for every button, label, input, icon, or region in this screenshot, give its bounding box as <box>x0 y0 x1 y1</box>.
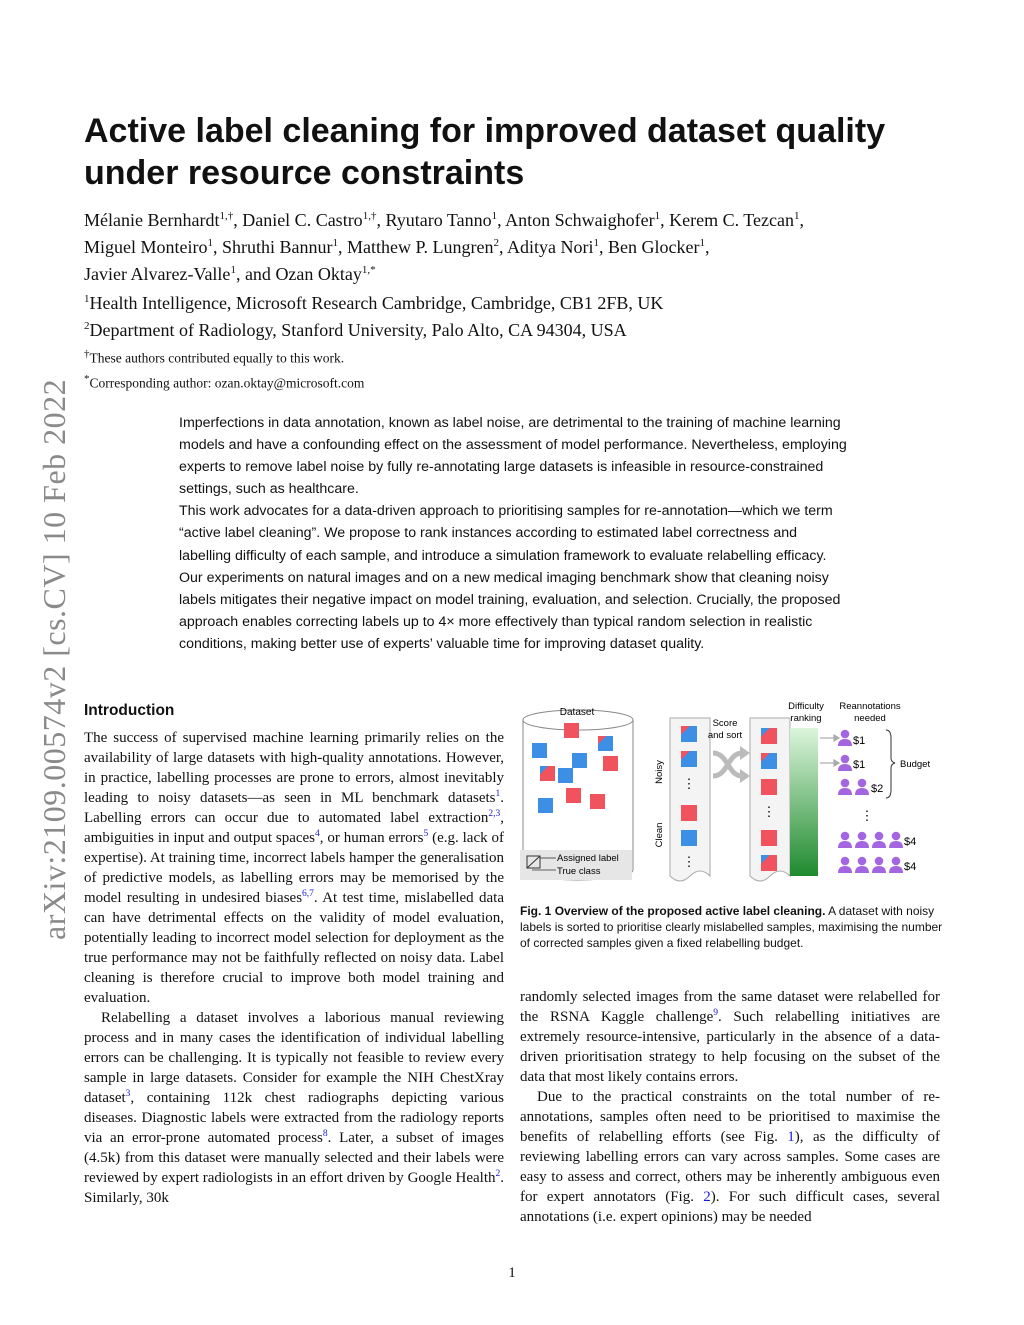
caption-text: A dataset with noisy labels is sorted to prioritise clearly mislabelled samples, maximising the number of corrected samples given a fixed relabelling budget. <box>520 904 943 950</box>
intro-paragraph-1: The success of supervised machine learning primarily relies on the availability of large datasets with high-quality annotations. However, in practice, labelling processes are prone to errors, almost inevitably leading to noisy datasets—as seen in ML benchmark datasets$^1$. Labelling errors can occur due to automated label extraction$^{2,3}$, ambiguities in input and output spaces$^4$, or human errors$^5$ (e.g. lack of expertise). At training time, incorrect labels hamper the generalisation of predictive models, as labelling errors may be memorised by the model resulting in undesired biases$^{6,7}$. At test time, mislabelled data can have detrimental effects on the validity of model evaluation, potentially leading to incorrect model selection for deployment as the true performance may not be faithfully reflected on noisy data. Label cleaning is therefore crucial to improve both model training and evaluation. <box>84 730 504 1006</box>
caption-bold <box>520 904 825 918</box>
cost-label: $1 <box>853 759 866 771</box>
noisy-label: Noisy <box>654 760 665 784</box>
person-icon <box>838 857 852 873</box>
author-name: Ben Glocker <box>607 237 700 257</box>
author-affiliation-mark: 1,* <box>361 264 376 276</box>
author-affiliation-mark: 1 <box>654 210 661 222</box>
dataset-label: Dataset <box>559 707 595 718</box>
affiliation: $^2$Department of Radiology, Stanford University, Palo Alto, CA 94304, USA <box>84 320 627 340</box>
author-name: Anton Schwaighofer <box>505 210 655 230</box>
title-line: Active label cleaning for improved dataset quality <box>84 112 886 150</box>
sample-image <box>540 766 555 781</box>
author-affiliation-mark: 1 <box>207 237 213 249</box>
sample-image <box>761 779 777 795</box>
caption-label: Fig. 1 <box>520 904 552 918</box>
sample-image <box>681 726 697 742</box>
citation[interactable]: 9 <box>713 1008 719 1018</box>
page-number: 1 <box>508 1265 516 1281</box>
budget-label: Budget <box>900 759 931 770</box>
person-icon <box>838 755 852 771</box>
sample-image <box>681 805 697 821</box>
cost-label: $2 <box>871 783 884 795</box>
author-notes <box>84 344 944 393</box>
author-affiliation-mark: 1,† <box>219 210 234 222</box>
citation[interactable]: 5 <box>423 829 429 839</box>
author-affiliation-mark: 1 <box>332 237 338 249</box>
author-name: Daniel C. Castro <box>242 210 363 230</box>
paper-title <box>84 110 944 194</box>
citation[interactable]: 6,7 <box>302 889 314 899</box>
person-icon <box>855 832 869 848</box>
citation[interactable]: 1 <box>495 789 501 799</box>
sample-image <box>564 723 579 738</box>
author-affiliation-mark: 1 <box>793 210 800 222</box>
person-icon <box>872 832 886 848</box>
section-heading-introduction: Introduction <box>84 702 175 719</box>
ellipsis: ⋮ <box>682 776 696 791</box>
sort-label: and sort <box>707 730 743 741</box>
author-note: †These authors contributed equally to this work. <box>84 348 345 366</box>
difficulty-wedge <box>790 728 818 876</box>
intro-paragraph-2: Relabelling a dataset involves a laborious manual reviewing process and in many cases the identification of individual labelling errors can be challenging. It is typically not feasible to review every sample in large datasets. Consider for example the NIH ChestXray dataset$^3$, containing 112k chest radiographs depicting various diseases. Diagnostic labels were extracted from the radiology reports via an error-prone automated process$^8$. Later, a subset of images (4.5k) from this dataset were manually selected and their labels were reviewed by expert radiologists in an effort driven by Google Health$^2$. Similarly, 30k <box>84 1010 505 1206</box>
sample-image <box>761 855 777 871</box>
cost-label: $4 <box>904 861 917 873</box>
figure-reference[interactable]: 2 <box>703 1189 711 1205</box>
author-name: Ozan Oktay <box>275 264 362 284</box>
reannotations-label: Reannotations <box>839 701 901 712</box>
sort-arrows-icon <box>713 746 750 783</box>
citation[interactable]: 8 <box>322 1129 328 1139</box>
author-affiliation-mark: 1 <box>230 264 236 276</box>
ellipsis: ⋮ <box>860 808 874 823</box>
person-icon <box>855 779 869 795</box>
author-affiliation-mark: 1,† <box>362 210 377 222</box>
sample-image <box>681 751 697 767</box>
citation[interactable]: 3 <box>125 1089 131 1099</box>
clean-label: Clean <box>654 822 665 848</box>
person-icon <box>838 730 852 746</box>
author-name: Kerem C. Tezcan <box>669 210 794 230</box>
citation[interactable]: 2 <box>495 1169 501 1179</box>
sample-image <box>572 753 587 768</box>
citation[interactable]: 2,3 <box>488 809 501 819</box>
affiliations <box>84 288 944 342</box>
ellipsis: ⋮ <box>682 854 696 869</box>
affiliation: $^1$Health Intelligence, Microsoft Research Cambridge, Cambridge, CB1 2FB, UK <box>84 293 664 313</box>
sample-image <box>538 798 553 813</box>
intro-paragraph-2-continued: randomly selected images from the same dataset were relabelled for the RSNA Kaggle challenge$^9$. Such relabelling initiatives are extremely resource-intensive, particularly in the absence of a data-driven prioritisation strategy to help focusing on the subset of the data that most likely contains errors. <box>520 989 940 1085</box>
author-name: Shruthi Bannur <box>222 237 333 257</box>
cost-label: $1 <box>853 735 866 747</box>
author-list: Mélanie Bernhardt$^{1,\dagger}$, Daniel C. Castro$^{1,\dagger}$, Ryutaro Tanno$^1$, Anton Schwaighofer$^1$, Kerem C. Tezcan$^1$, Miguel Monteiro$^1$, Shruthi Bannur$^1$, Matthew P. Lungren$^2$, Aditya Nori$^1$, Ben Glocker$^1$, Javier Alvarez-Valle$^1$, and Ozan Oktay$^{1,*}$ <box>84 210 804 284</box>
right-column <box>520 987 940 1227</box>
legend-assigned-label: Assigned label <box>557 853 619 864</box>
left-column <box>84 728 504 1208</box>
sample-image <box>761 753 777 769</box>
sample-image <box>598 736 613 751</box>
author-note: *Corresponding author: ozan.oktay@microsoft.com <box>84 372 365 390</box>
caption-title: Overview of the proposed active label cleaning. <box>554 904 826 918</box>
person-icon <box>838 832 852 848</box>
sample-image <box>558 768 573 783</box>
sample-image <box>681 830 697 846</box>
budget-brace <box>886 730 895 798</box>
person-icon <box>872 857 886 873</box>
author-affiliation-mark: 2 <box>493 237 499 249</box>
figure-reference[interactable]: 1 <box>787 1129 795 1145</box>
person-icon <box>838 779 852 795</box>
author-name: Aditya Nori <box>507 237 594 257</box>
difficulty-label: Difficulty <box>788 701 824 712</box>
sample-image <box>603 756 618 771</box>
intro-paragraph-3: Due to the practical constraints on the total number of re-annotations, samples often need to be prioritised to maximise the benefits of relabelling efforts (see Fig. 1), as the difficulty of reviewing labelling errors can vary across samples. Some cases are easy to assess and correct, others may be inherently ambiguous even for expert annotators (Fig. 2). For such difficult cases, several annotations (i.e. expert opinions) may be needed <box>520 1089 940 1225</box>
abstract-paragraph: Imperfections in data annotation, known as label noise, are detrimental to the training of machine learning models and have a confounding effect on the assessment of model performance. Nevertheless, employing experts to remove label noise by fully re-annotating large datasets is infeasible in resource-constrained settings, such as healthcare. <box>179 415 847 498</box>
needed-label: needed <box>854 713 886 724</box>
author-affiliation-mark: 1 <box>593 237 599 249</box>
figure-1 <box>518 698 948 898</box>
person-icon <box>889 832 903 848</box>
arrow-lines <box>820 735 839 766</box>
author-name: Javier Alvarez-Valle <box>84 264 231 284</box>
legend-true-class: True class <box>557 866 601 877</box>
author-affiliation-mark: 1 <box>491 210 498 222</box>
title-line: under resource constraints <box>84 154 525 192</box>
author-name: Matthew P. Lungren <box>347 237 494 257</box>
sample-image <box>566 788 581 803</box>
abstract-paragraph: This work advocates for a data-driven approach to prioritising samples for re-annotation—which we term “active label cleaning”. We propose to rank instances according to estimated label correctness and labelling difficulty of each sample, and introduce a simulation framework to evaluate relabelling efficacy. Our experiments on natural images and on a new medical imaging benchmark show that cleaning noisy labels mitigates their negative impact on model training, evaluation, and selection. Crucially, the proposed approach enables correcting labels up to 4× more effectively than typical random selection in realistic conditions, making better use of experts’ valuable time for improving dataset quality. <box>179 503 841 652</box>
ellipsis: ⋮ <box>762 804 776 819</box>
sample-image <box>532 743 547 758</box>
arxiv-stamp: arXiv:2109.00574v2 [cs.CV] 10 Feb 2022 <box>36 378 72 940</box>
figure-1-diagram <box>518 698 948 898</box>
author-name: Mélanie Bernhardt <box>84 210 220 230</box>
score-label: Score <box>712 718 738 729</box>
cost-label: $4 <box>904 836 917 848</box>
author-affiliation-mark: 1 <box>699 237 705 249</box>
abstract <box>179 412 849 655</box>
person-icon <box>889 857 903 873</box>
reannotation-people <box>838 730 903 873</box>
sample-image <box>590 794 605 809</box>
figure-caption <box>520 903 944 951</box>
ranking-label: ranking <box>790 713 822 724</box>
citation[interactable]: 4 <box>315 829 320 839</box>
sample-image <box>761 728 777 744</box>
author-name: Ryutaro Tanno <box>385 210 492 230</box>
sample-image <box>761 830 777 846</box>
person-icon <box>855 857 869 873</box>
author-name: Miguel Monteiro <box>84 237 208 257</box>
